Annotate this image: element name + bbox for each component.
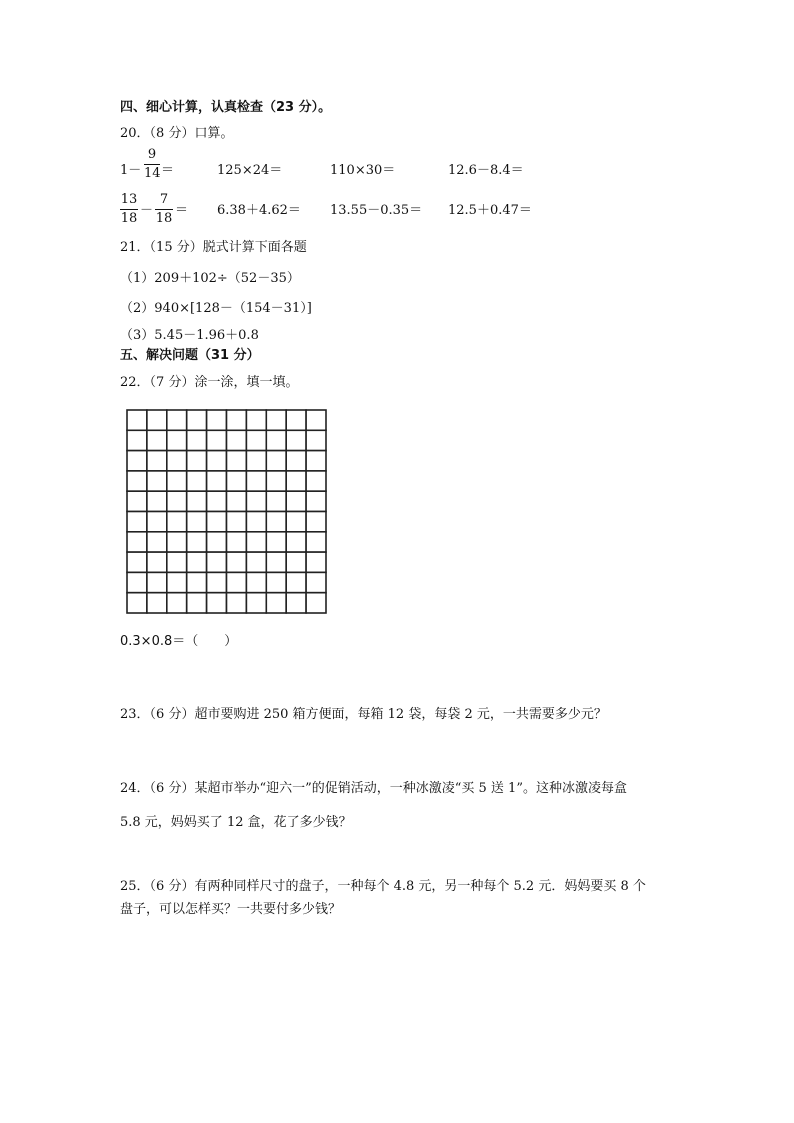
grid-cell[interactable] bbox=[246, 532, 266, 552]
grid-cell[interactable] bbox=[227, 572, 247, 592]
grid-cell[interactable] bbox=[286, 451, 306, 471]
q24-line-2: 5.8 元，妈妈买了 12 盒，花了多少钱？ bbox=[120, 815, 352, 830]
grid-cell[interactable] bbox=[266, 512, 286, 532]
hundred-square-grid[interactable] bbox=[126, 409, 327, 614]
grid-cell[interactable] bbox=[286, 491, 306, 511]
grid-cell[interactable] bbox=[167, 471, 187, 491]
grid-cell[interactable] bbox=[187, 491, 207, 511]
grid-cell[interactable] bbox=[266, 430, 286, 450]
q21-item-3: （3）5.45－1.96＋0.8 bbox=[120, 328, 259, 343]
grid-cell[interactable] bbox=[286, 552, 306, 572]
grid-cell[interactable] bbox=[207, 552, 227, 572]
grid-cell[interactable] bbox=[266, 410, 286, 430]
grid-cell[interactable] bbox=[306, 491, 326, 511]
q20-title: 20．（8 分）口算。 bbox=[120, 126, 234, 141]
grid-cell[interactable] bbox=[306, 451, 326, 471]
grid-cell[interactable] bbox=[187, 572, 207, 592]
grid-cell[interactable] bbox=[187, 410, 207, 430]
grid-cell[interactable] bbox=[306, 572, 326, 592]
grid-cell[interactable] bbox=[187, 512, 207, 532]
fraction-numerator: 7 bbox=[159, 192, 169, 207]
grid-cell[interactable] bbox=[306, 471, 326, 491]
grid-cell[interactable] bbox=[167, 512, 187, 532]
grid-cell[interactable] bbox=[127, 532, 147, 552]
grid-cell[interactable] bbox=[167, 572, 187, 592]
grid-cell[interactable] bbox=[286, 593, 306, 613]
q20-r2-fraction-2 bbox=[155, 192, 173, 227]
grid-cell[interactable] bbox=[286, 471, 306, 491]
grid-cell[interactable] bbox=[286, 410, 306, 430]
grid-cell[interactable] bbox=[127, 471, 147, 491]
grid-cell[interactable] bbox=[207, 451, 227, 471]
grid-cell[interactable] bbox=[147, 572, 167, 592]
grid-cell[interactable] bbox=[147, 491, 167, 511]
grid-cell[interactable] bbox=[246, 451, 266, 471]
grid-cell[interactable] bbox=[147, 593, 167, 613]
grid-cell[interactable] bbox=[147, 471, 167, 491]
grid-cell[interactable] bbox=[266, 532, 286, 552]
q20-r2-minus: － bbox=[140, 203, 154, 218]
grid-cell[interactable] bbox=[266, 451, 286, 471]
grid-cell[interactable] bbox=[227, 593, 247, 613]
grid-cell[interactable] bbox=[306, 512, 326, 532]
grid-cell[interactable] bbox=[266, 491, 286, 511]
fraction-denominator: 18 bbox=[155, 211, 173, 226]
grid-cell[interactable] bbox=[147, 512, 167, 532]
grid-cell[interactable] bbox=[286, 512, 306, 532]
grid-cell[interactable] bbox=[306, 532, 326, 552]
grid-cell[interactable] bbox=[286, 532, 306, 552]
grid-cell[interactable] bbox=[227, 512, 247, 532]
q20-r2-fraction-1 bbox=[120, 192, 138, 227]
grid-cell[interactable] bbox=[227, 410, 247, 430]
q21-item-2: （2）940×[128－（154－31）] bbox=[120, 301, 312, 316]
grid-cell[interactable] bbox=[207, 410, 227, 430]
grid-cell[interactable] bbox=[286, 430, 306, 450]
q25-line-1: 25．（6 分）有两种同样尺寸的盘子，一种每个 4.8 元，另一种每个 5.2 元．妈妈要买 8 个 bbox=[120, 879, 646, 894]
grid-cell[interactable] bbox=[246, 471, 266, 491]
q20-r1-a-prefix: 1－ bbox=[120, 163, 142, 178]
fraction-numerator: 13 bbox=[120, 192, 138, 207]
grid-cell[interactable] bbox=[246, 512, 266, 532]
grid-cell[interactable] bbox=[187, 471, 207, 491]
grid-cell[interactable] bbox=[127, 512, 147, 532]
grid-cell[interactable] bbox=[227, 491, 247, 511]
grid-cell[interactable] bbox=[246, 410, 266, 430]
grid-cell[interactable] bbox=[127, 572, 147, 592]
fraction-denominator: 18 bbox=[120, 211, 138, 226]
grid-cell[interactable] bbox=[207, 572, 227, 592]
grid-cell[interactable] bbox=[147, 410, 167, 430]
q20-r2-c: 13.55－0.35＝ bbox=[330, 203, 423, 218]
grid-cell[interactable] bbox=[167, 593, 187, 613]
grid-cell[interactable] bbox=[147, 430, 167, 450]
grid-cell[interactable] bbox=[207, 430, 227, 450]
grid-cell[interactable] bbox=[187, 552, 207, 572]
grid-cell[interactable] bbox=[246, 430, 266, 450]
grid-cell[interactable] bbox=[266, 471, 286, 491]
grid-cell[interactable] bbox=[147, 451, 167, 471]
grid-cell[interactable] bbox=[147, 532, 167, 552]
q20-r1-d: 12.6－8.4＝ bbox=[448, 163, 524, 178]
fraction-bar bbox=[144, 164, 160, 165]
grid-cell[interactable] bbox=[207, 512, 227, 532]
grid-cell[interactable] bbox=[187, 430, 207, 450]
grid-cell[interactable] bbox=[167, 451, 187, 471]
grid-cell[interactable] bbox=[306, 410, 326, 430]
q20-r1-c: 110×30＝ bbox=[330, 163, 396, 178]
fraction-bar bbox=[155, 209, 173, 210]
section-5-heading: 五、解决问题（31 分） bbox=[120, 348, 260, 363]
grid-cell[interactable] bbox=[147, 552, 167, 572]
grid-cell[interactable] bbox=[187, 532, 207, 552]
grid-cell[interactable] bbox=[227, 532, 247, 552]
q21-title: 21．（15 分）脱式计算下面各题 bbox=[120, 240, 307, 255]
grid-cell[interactable] bbox=[246, 552, 266, 572]
q20-r1-fraction bbox=[144, 147, 160, 182]
grid-cell[interactable] bbox=[246, 593, 266, 613]
grid-cell[interactable] bbox=[207, 471, 227, 491]
grid-cell[interactable] bbox=[306, 593, 326, 613]
grid-cell[interactable] bbox=[207, 532, 227, 552]
grid-cell[interactable] bbox=[246, 491, 266, 511]
grid-cell[interactable] bbox=[127, 552, 147, 572]
q20-r1-b: 125×24＝ bbox=[217, 163, 283, 178]
q22-answer-line: 0.3×0.8＝（ ） bbox=[120, 634, 238, 649]
grid-cell[interactable] bbox=[227, 430, 247, 450]
grid-cell[interactable] bbox=[167, 552, 187, 572]
q21-item-1: （1）209＋102÷（52－35） bbox=[120, 271, 300, 286]
grid-cell[interactable] bbox=[127, 430, 147, 450]
q24-line-1: 24．（6 分）某超市举办“迎六一”的促销活动，一种冰激凌“买 5 送 1”。这种冰激凌每盒 bbox=[120, 781, 627, 796]
grid-cell[interactable] bbox=[167, 532, 187, 552]
q20-r2-d: 12.5＋0.47＝ bbox=[448, 203, 532, 218]
grid-cell[interactable] bbox=[187, 593, 207, 613]
grid-cell[interactable] bbox=[127, 451, 147, 471]
fraction-bar bbox=[120, 209, 138, 210]
grid-cell[interactable] bbox=[127, 593, 147, 613]
grid-cell[interactable] bbox=[207, 491, 227, 511]
q23-text: 23．（6 分）超市要购进 250 箱方便面，每箱 12 袋，每袋 2 元，一共需要多少元？ bbox=[120, 707, 607, 722]
grid-cell[interactable] bbox=[227, 471, 247, 491]
grid-cell[interactable] bbox=[286, 572, 306, 592]
grid-cell[interactable] bbox=[227, 552, 247, 572]
grid-cell[interactable] bbox=[207, 593, 227, 613]
q22-title: 22．（7 分）涂一涂，填一填。 bbox=[120, 375, 299, 390]
fraction-denominator: 14 bbox=[144, 166, 161, 181]
grid-cell[interactable] bbox=[306, 430, 326, 450]
grid-cell[interactable] bbox=[167, 410, 187, 430]
section-4-heading: 四、细心计算，认真检查（23 分）。 bbox=[120, 100, 332, 115]
grid-cell[interactable] bbox=[306, 552, 326, 572]
grid-cell[interactable] bbox=[127, 410, 147, 430]
grid-cell[interactable] bbox=[266, 593, 286, 613]
grid-cell[interactable] bbox=[127, 491, 147, 511]
q20-r1-a-equals: ＝ bbox=[161, 163, 175, 178]
grid-cell[interactable] bbox=[266, 572, 286, 592]
grid-cell[interactable] bbox=[266, 552, 286, 572]
grid-cell[interactable] bbox=[227, 451, 247, 471]
grid-cell[interactable] bbox=[167, 430, 187, 450]
q20-r2-b: 6.38＋4.62＝ bbox=[217, 203, 301, 218]
grid-cell[interactable] bbox=[246, 572, 266, 592]
grid-cell[interactable] bbox=[167, 491, 187, 511]
grid-cell[interactable] bbox=[187, 451, 207, 471]
q20-r2-a-equals: ＝ bbox=[175, 203, 189, 218]
q25-line-2: 盘子，可以怎样买？一共要付多少钱？ bbox=[120, 902, 342, 917]
fraction-numerator: 9 bbox=[147, 147, 157, 162]
